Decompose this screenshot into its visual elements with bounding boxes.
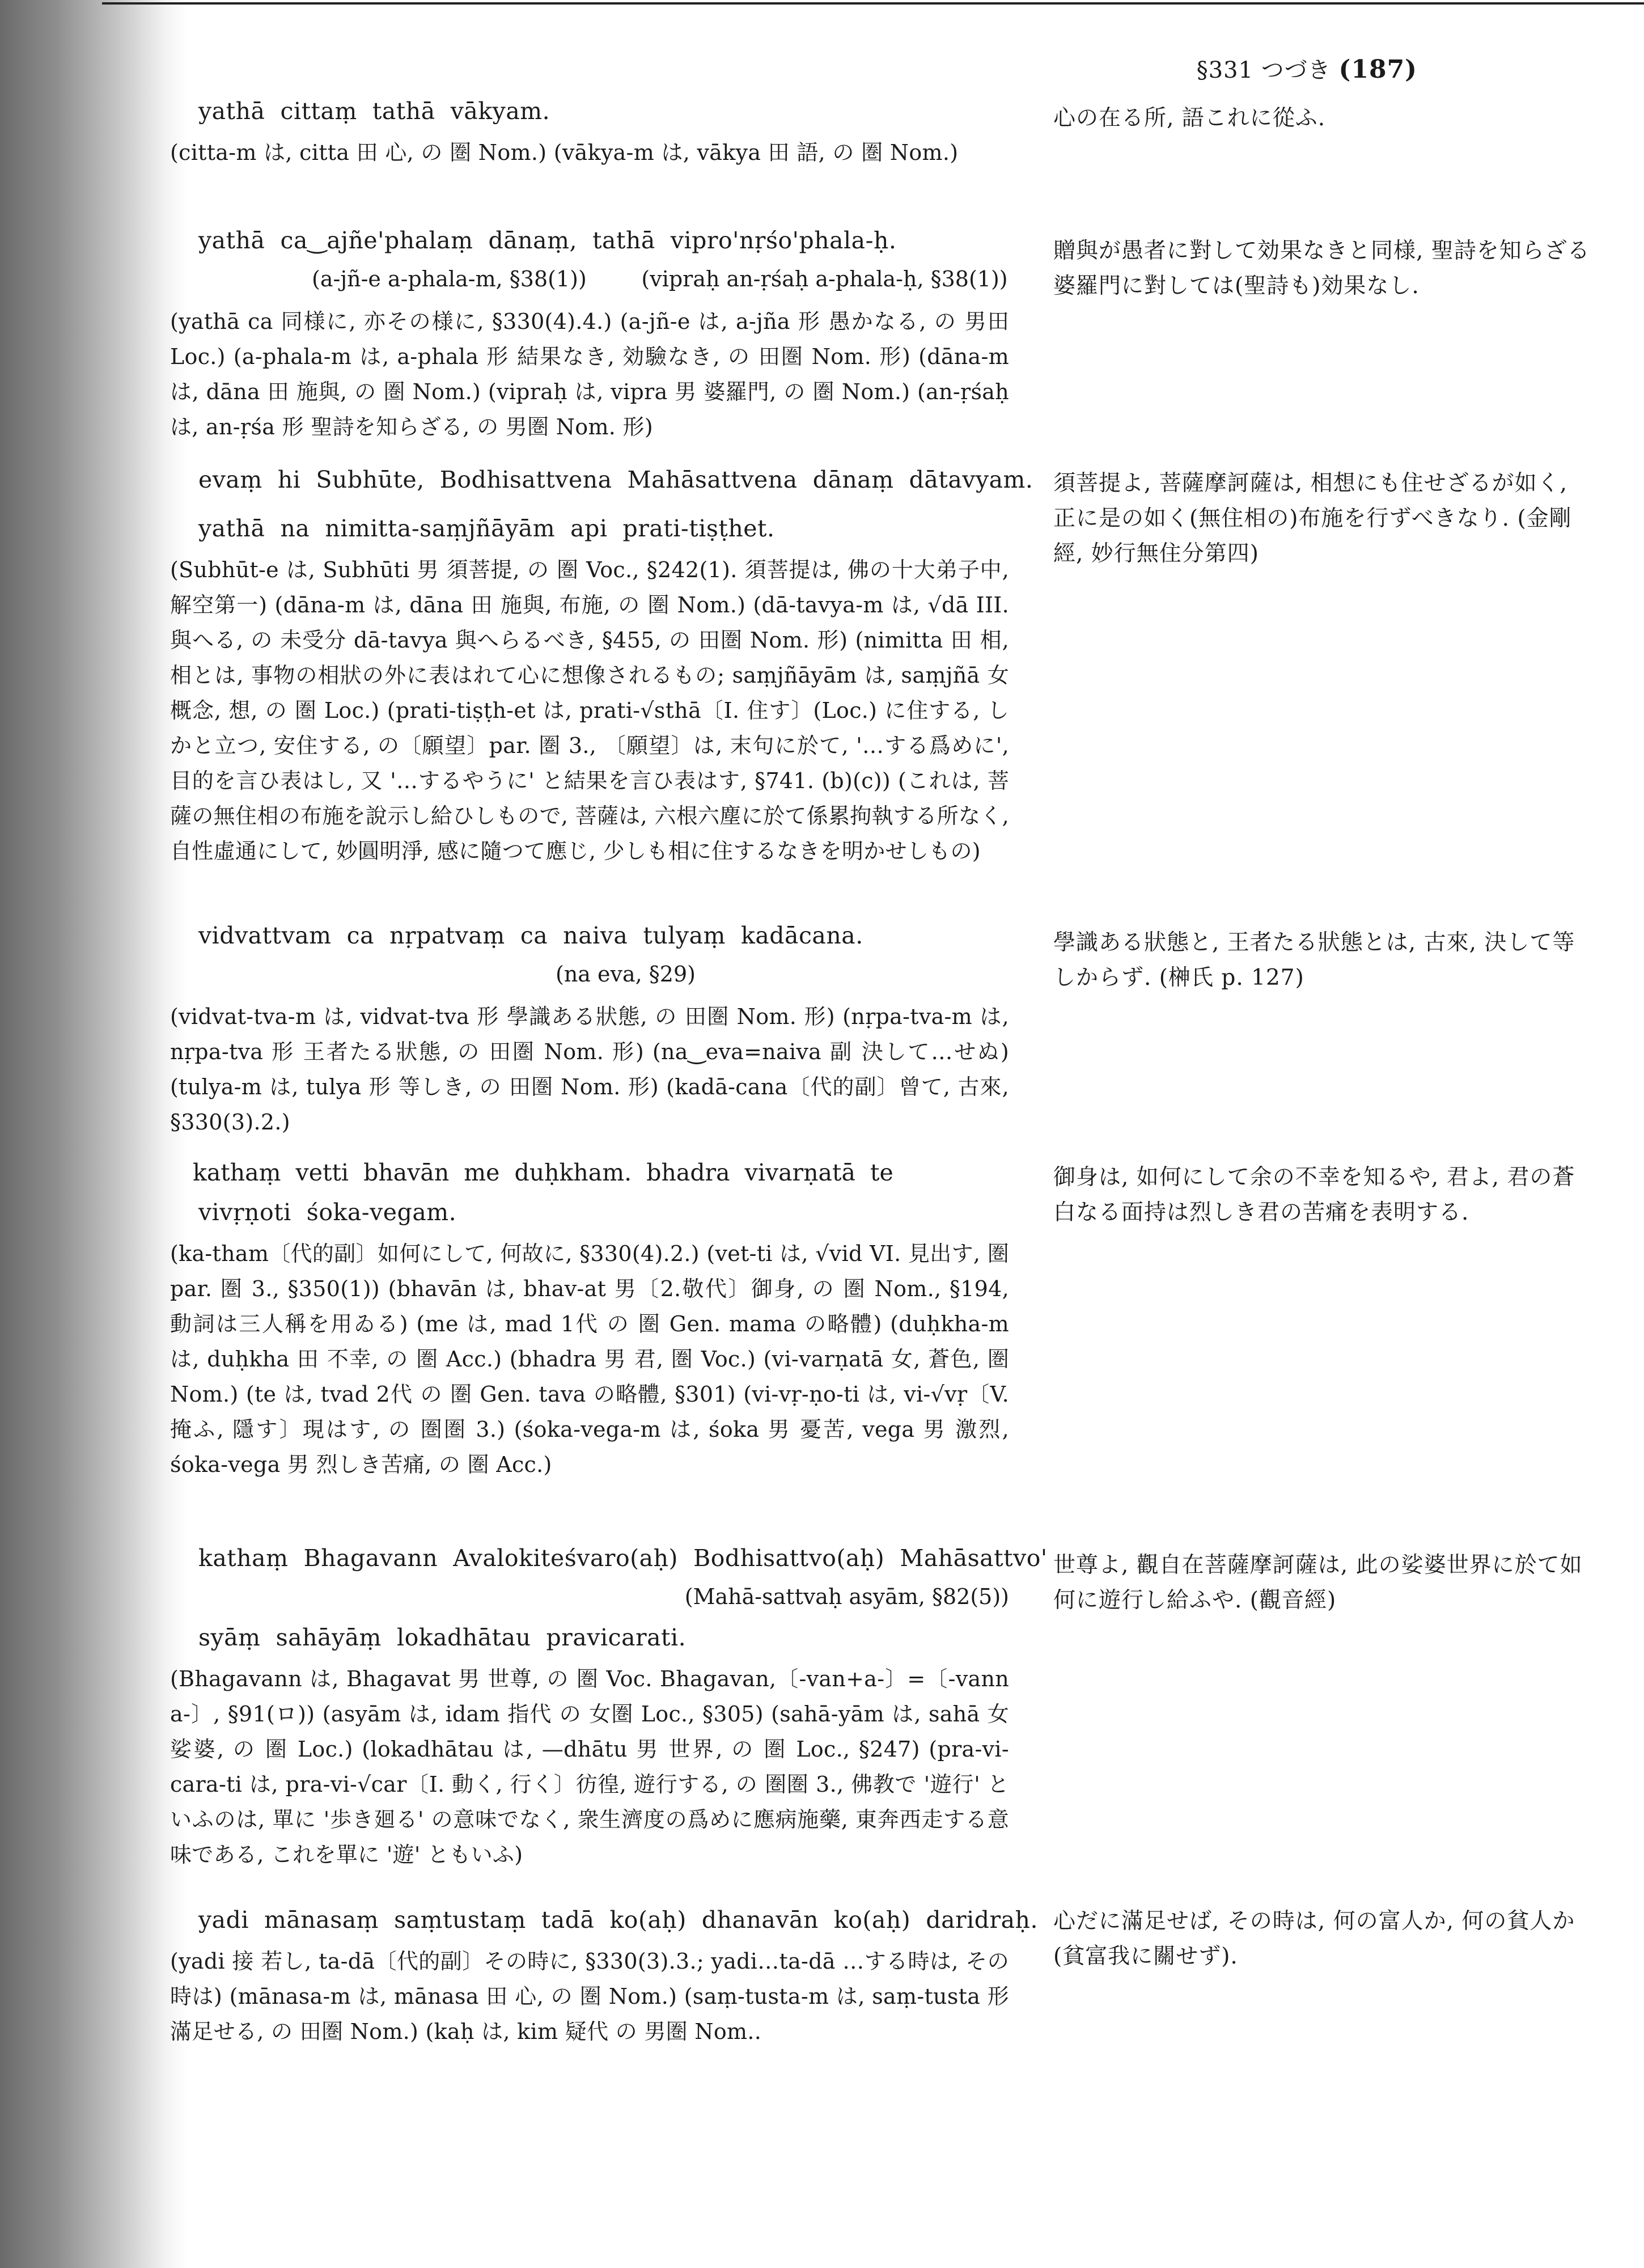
translation: 世尊よ, 觀自在菩薩摩訶薩は, 此の娑婆世界に於て如何に遊行し給ふや. (觀音經) xyxy=(1053,1552,1583,1613)
translation: 贈與が愚者に對して効果なきと同様, 聖詩を知らざる婆羅門に對しては(聖詩も)効果なし. xyxy=(1053,238,1590,299)
sanskrit-line: yadi mānasaṃ saṃtustaṃ tadā ko(aḥ) dhanavān ko(aḥ) daridraḥ. xyxy=(198,1906,1038,1933)
entry-7 xyxy=(170,1904,1599,2049)
section-label: §331 つづき xyxy=(1196,57,1331,83)
sanskrit-line: evaṃ hi Subhūte, Bodhisattvena Mahāsattvena dānaṃ dātavyam. xyxy=(198,466,1033,493)
entry-3 xyxy=(170,464,1599,869)
sanskrit-line: kathaṃ vetti bhavān me duḥkham. bhadra vivarṇatā te xyxy=(193,1159,893,1186)
reference-line: (na eva, §29) xyxy=(556,962,696,987)
sanskrit-line: yathā na nimitta-saṃjñāyām api prati-tiṣṭhet. xyxy=(198,515,775,542)
sanskrit-line-justified xyxy=(170,1157,1009,1188)
sanskrit-line: vivṛṇoti śoka-vegam. xyxy=(198,1199,457,1226)
running-head xyxy=(1197,52,1417,84)
page-number: (187) xyxy=(1338,55,1417,84)
grammar-note: (Bhagavann は, Bhagavat 男 世尊, の 圏 Voc. Bhagavan,〔-van+a-〕=〔-vann a-〕, §91(ロ)) (asyām は, idam 指代 の 女圏 Loc., §305) (sahā-yām は, sahā 女 娑婆, の 圏 Loc.) (lokadhātau は, —dhātu 男 世界, の 圏 Loc., §247) (pra-vi-cara-ti は, pra-vi-√car〔I. 動く, 行く〕彷徨, 遊行する, の 圏圏 3., 佛教で '遊行' といふのは, 單に '歩き廻る' の意味でなく, 衆生濟度の爲めに應病施藥, 東奔西走する意味である, これを單に '遊' ともいふ) xyxy=(170,1666,1009,1867)
entry-1 xyxy=(170,95,1599,170)
sanskrit-line: yathā ca‿ajñe'phalaṃ dānaṃ, tathā vipro'nṛśo'phala-ḥ. xyxy=(198,227,897,254)
reference-line: (Mahā-sattvaḥ asyām, §82(5)) xyxy=(684,1584,1009,1609)
sanskrit-line: vidvattvam ca nṛpatvaṃ ca naiva tulyaṃ kadācana. xyxy=(198,922,863,949)
page-binding-shadow xyxy=(0,0,187,2268)
grammar-note: (yadi 接 若し, ta-dā〔代的副〕その時に, §330(3).3.; yadi…ta-dā …する時は, その時は) (mānasa-m は, mānasa 田 心, の 圏 Nom.) (saṃ-tusta-m は, saṃ-tusta 形 滿足せる, の 田圏 Nom.) (kaḥ は, kim 疑代 の 男圏 Nom.. xyxy=(170,1949,1009,2044)
grammar-note: (vidvat-tva-m は, vidvat-tva 形 學識ある狀態, の 田圏 Nom. 形) (nṛpa-tva-m は, nṛpa-tva 形 王者たる狀態, の 田圏 Nom. 形) (na‿eva=naiva 副 決して…せぬ) (tulya-m は, tulya 形 等しき, の 田圏 Nom. 形) (kadā-cana〔代的副〕曾て, 古來, §330(3).2.) xyxy=(170,1004,1009,1135)
grammar-note: (yathā ca 同様に, 亦その様に, §330(4).4.) (a-jñ-e は, a-jña 形 愚かなる, の 男田 Loc.) (a-phala-m は, a-phala 形 結果なき, 効驗なき, の 田圏 Nom. 形) (dāna-m は, dāna 田 施與, の 圏 Nom.) (vipraḥ は, vipra 男 婆羅門, の 圏 Nom.) (an-ṛśaḥ は, an-ṛśa 形 聖詩を知らざる, の 男圏 Nom. 形) xyxy=(170,309,1009,439)
entry-4 xyxy=(170,920,1599,1140)
reference-line: (a-jñ-e a-phala-m, §38(1)) (vipraḥ an-ṛśaḥ a-phala-ḥ, §38(1)) xyxy=(312,266,1008,291)
translation: 學識ある狀態と, 王者たる狀態とは, 古來, 決して等しからず. (榊氏 p. 127) xyxy=(1053,930,1575,991)
top-rule xyxy=(102,2,1644,5)
grammar-note: (Subhūt-e は, Subhūti 男 須菩提, の 圏 Voc., §242(1). 須菩提は, 佛の十大弟子中, 解空第一) (dāna-m は, dāna 田 施與, 布施, の 圏 Nom.) (dā-tavya-m は, √dā III. 與へる, の 未受分 dā-tavya 與へらるべき, §455, の 田圏 Nom. 形) (nimitta 田 相, 相とは, 事物の相狀の外に表はれて心に想像されるもの; saṃjñāyām は, saṃjñā 女 概念, 想, の 圏 Loc.) (prati-tiṣṭh-et は, prati-√sthā〔I. 住す〕(Loc.) に住する, しかと立つ, 安住する, の〔願望〕par. 圏 3., 〔願望〕は, 末句に於て, '…する爲めに', 目的を言ひ表はし, 又 '…するやうに' と結果を言ひ表はす, §741. (b)(c)) (これは, 菩薩の無住相の布施を說示し給ひしもので, 菩薩は, 六根六塵に於て係累拘執する所なく, 自性虛通にして, 妙圓明淨, 感に隨つて應じ, 少しも相に住するなきを明かせしもの) xyxy=(170,557,1009,864)
grammar-note: (ka-tham〔代的副〕如何にして, 何故に, §330(4).2.) (vet-ti は, √vid VI. 見出す, 圏 par. 圏 3., §350(1)) (bhavān は, bhav-at 男〔2.敬代〕御身, の 圏 Nom., §194, 動詞は三人稱を用ゐる) (me は, mad 1代 の 圏 Gen. mama の略體) (duḥkha-m は, duḥkha 田 不幸, の 圏 Acc.) (bhadra 男 君, 圏 Voc.) (vi-varṇatā 女, 蒼色, 圏 Nom.) (te は, tvad 2代 の 圏 Gen. tava の略體, §301) (vi-vṛ-ṇo-ti は, vi-√vṛ〔V. 掩ふ, 隱す〕現はす, の 圏圏 3.) (śoka-vega-m は, śoka 男 憂苦, vega 男 激烈, śoka-vega 男 烈しき苦痛, の 圏 Acc.) xyxy=(170,1241,1009,1477)
entry-5 xyxy=(170,1157,1599,1482)
entry-6 xyxy=(170,1542,1599,1872)
sanskrit-line: kathaṃ Bhagavann Avalokiteśvaro(aḥ) Bodhisattvo(aḥ) Mahāsattvo' xyxy=(198,1545,1048,1572)
translation: 須菩提よ, 菩薩摩訶薩は, 相想にも住せざるが如く, 正に是の如く(無住相の)布施を行ずべきなり. (金剛經, 妙行無住分第四) xyxy=(1053,471,1572,566)
sanskrit-line: yathā cittaṃ tathā vākyam. xyxy=(198,98,550,125)
grammar-note: (citta-m は, citta 田 心, の 圏 Nom.) (vākya-m は, vākya 田 語, の 圏 Nom.) xyxy=(170,140,959,165)
translation: 心だに滿足せば, その時は, 何の富人か, 何の貧人か(貧富我に關せず). xyxy=(1053,1909,1575,1969)
entry-2 xyxy=(170,225,1599,445)
translation: 御身は, 如何にして余の不幸を知るや, 君よ, 君の蒼白なる面持は烈しき君の苦痛を表明する. xyxy=(1053,1165,1575,1225)
translation: 心の在る所, 語これに從ふ. xyxy=(1053,105,1326,131)
sanskrit-line: syāṃ sahāyāṃ lokadhātau pravicarati. xyxy=(198,1624,687,1651)
